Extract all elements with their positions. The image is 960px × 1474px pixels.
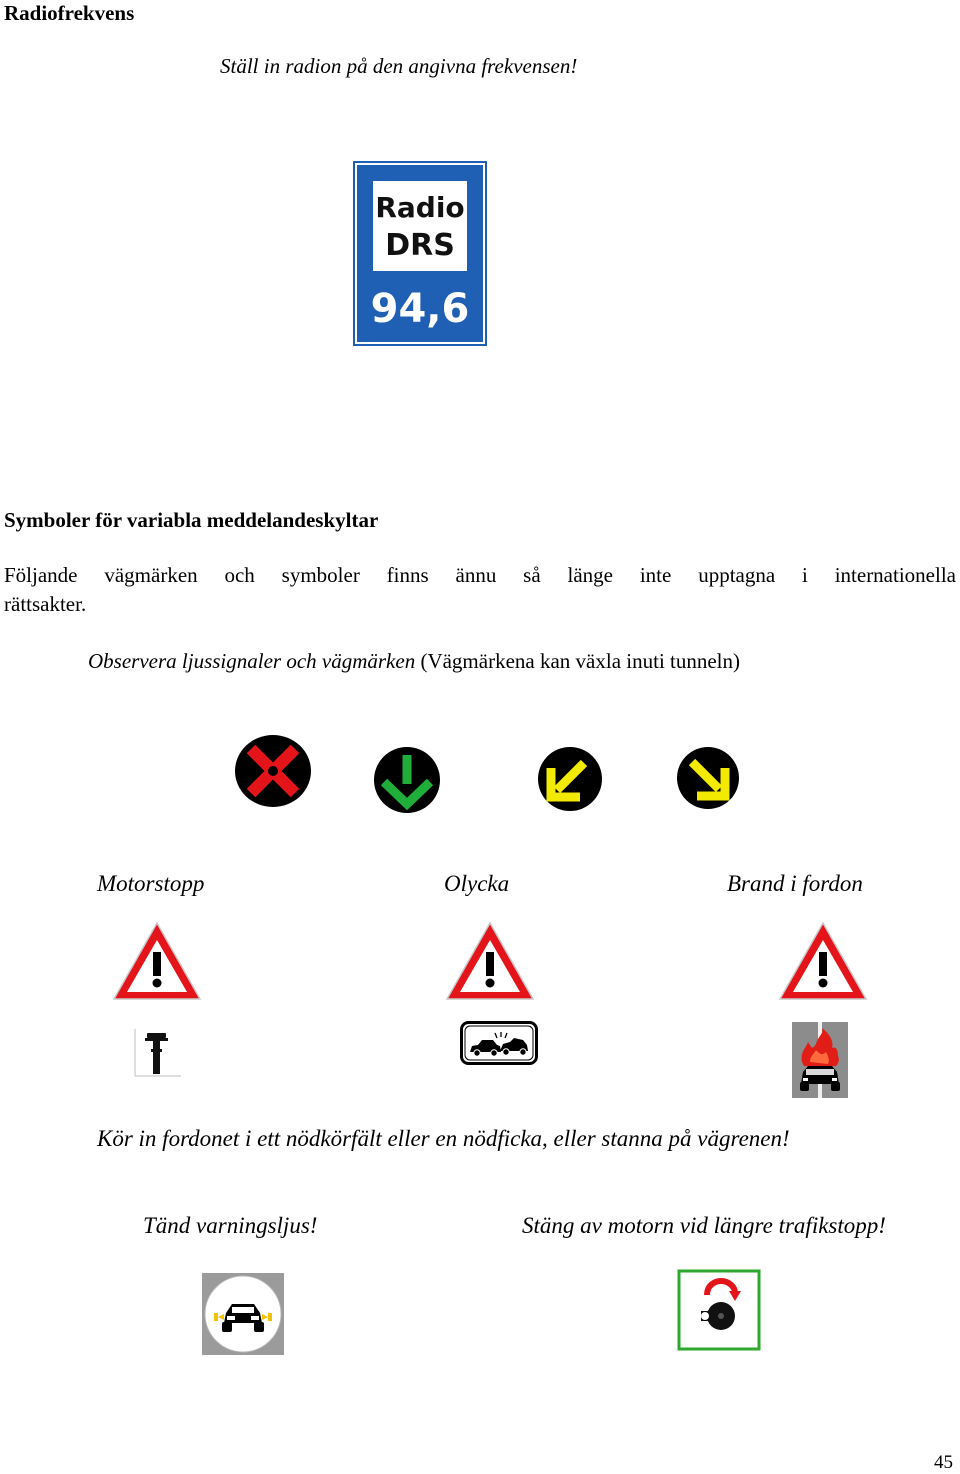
hazard-lights-instruction: Tänd varningsljus! — [143, 1213, 318, 1238]
green-arrow-down-icon — [373, 746, 441, 814]
intro-word: och — [224, 563, 255, 587]
collision-symbol-icon — [460, 1021, 538, 1065]
intro-paragraph-line2: rättsakter. — [4, 592, 87, 616]
intro-word: länge — [567, 563, 613, 587]
engine-off-sign-icon — [677, 1269, 761, 1351]
yellow-arrow-down-right-icon — [676, 746, 740, 810]
warning-triangle-icon — [444, 920, 536, 1002]
observe-note-rest: (Vägmärkena kan växla inuti tunneln) — [415, 649, 741, 673]
radio-sign-line2: DRS — [385, 228, 455, 263]
yellow-arrow-down-left-icon — [537, 746, 603, 812]
label-motorstopp: Motorstopp — [97, 871, 205, 896]
page-number: 45 — [934, 1452, 953, 1473]
intro-paragraph-line1 — [4, 563, 956, 588]
section-heading-radio: Radiofrekvens — [4, 1, 135, 25]
intro-word: så — [523, 563, 541, 587]
hazard-lights-sign-icon — [202, 1273, 284, 1355]
label-olycka: Olycka — [444, 871, 510, 896]
intro-word: finns — [386, 563, 429, 587]
warning-triangle-icon — [111, 920, 203, 1002]
intro-word: inte — [639, 563, 672, 587]
radio-instruction: Ställ in radion på den angivna frekvensen! — [220, 54, 578, 78]
intro-word: vägmärken — [104, 563, 198, 587]
intro-word: symboler — [281, 563, 360, 587]
radio-frequency-sign — [353, 161, 487, 346]
observe-note — [88, 649, 740, 674]
breakdown-symbol-icon — [134, 1027, 182, 1077]
section-heading-symbols: Symboler för variabla meddelandeskyltar — [4, 508, 379, 532]
intro-word: internationella — [834, 563, 956, 587]
intro-word: ännu — [455, 563, 497, 587]
emergency-instruction: Kör in fordonet i ett nödkörfält eller en nödficka, eller stanna på vägrenen! — [97, 1126, 790, 1151]
intro-word: i — [802, 563, 808, 587]
engine-off-instruction: Stäng av motorn vid längre trafikstopp! — [522, 1213, 886, 1238]
label-brand-i-fordon: Brand i fordon — [727, 871, 863, 896]
radio-sign-frequency: 94,6 — [370, 286, 470, 332]
warning-triangle-icon — [777, 920, 869, 1002]
red-x-icon — [234, 734, 312, 808]
observe-note-italic: Observera ljussignaler och vägmärken — [88, 649, 416, 673]
intro-word: upptagna — [698, 563, 776, 587]
intro-word: Följande — [4, 563, 78, 587]
car-fire-symbol-icon — [792, 1022, 848, 1098]
radio-sign-line1: Radio — [375, 191, 465, 224]
